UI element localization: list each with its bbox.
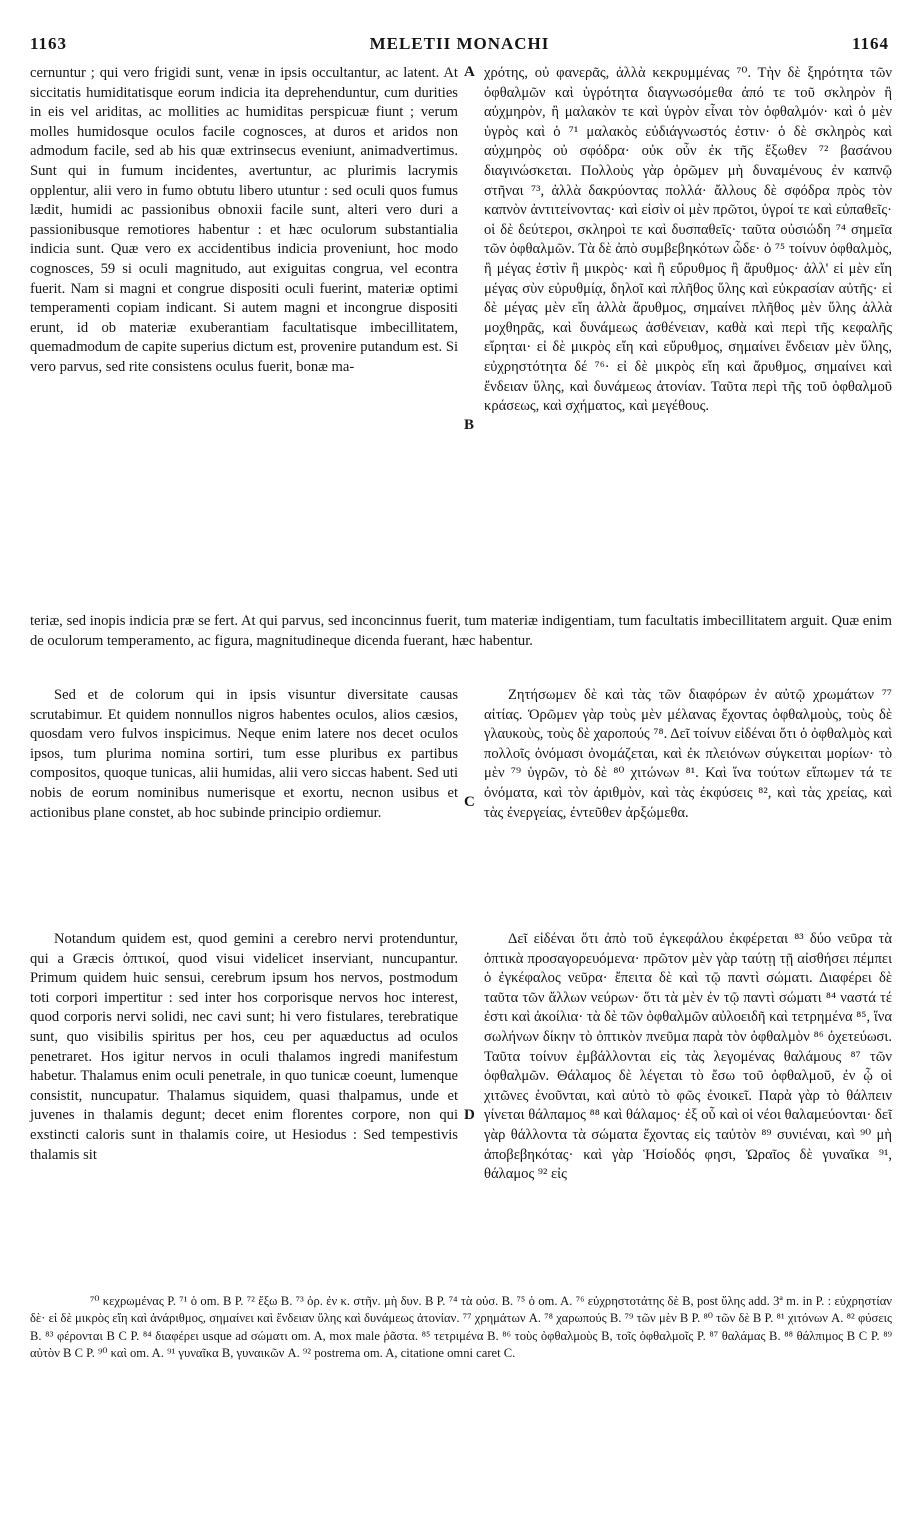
latin-full-width-continuation	[30, 612, 892, 651]
footnotes	[30, 1293, 892, 1363]
latin-paragraph: Notandum quidem est, quod gemini a cerebro nervi protenduntur, qui a Græcis ὀπτικοί, quod visui videlicet inserviant, nuncupantur. Primum quidem huic sensui, cerebrum ipsum hos nervos, postmodum toti corpori impertitur : sed inter hos corporisque nervos hoc interest, quod corporis nervi solidi, nec cavi sunt; hi vero fistulares, terebratique sunt, quo visibilis spiritus per hos, ceu per aquæductus ad oculos penetraret. Hos igitur nervos in oculi thalamos ingredi manifestum habetur. Thalamus enim oculi penetrale, in quo tunicæ coeunt, lumenque consistit, nuncupatur. Thalamus siquidem, quasi thalpamus, unde et juvenes in thalamis degunt; decet enim florentes corpore, non qui exstincti caloris sunt in thalamis coire, ut Hesiodus : Sed tempestivis thalamis sit	[30, 931, 458, 1163]
section-marker-d: D	[464, 1107, 475, 1123]
greek-paragraph: Ζητήσωμεν δὲ καὶ τὰς τῶν διαφόρων ἐν αὐτῷ χρωμάτων ⁷⁷ αἰτίας. Ὁρῶμεν γὰρ τοὺς μὲν μέλανας ἔχοντας ὀφθαλμοὺς, τοὺς δὲ γλαυκοὺς, τοὺς δὲ χαροπούς ⁷⁸. Δεῖ τοίνυν εἰδέναι ὅτι ὁ ὀφθαλμὸς καὶ πολλοῖς ὀνόμασι ὀνομάζεται, καὶ ἐκ πλειόνων σύγκειται μορίων· τὸ μὲν ⁷⁹ ὑγρῶν, τὸ δὲ ⁸⁰ χιτώνων ⁸¹. Καὶ ἵνα τούτων εἴπωμεν τά τε ὀνόματα, καὶ τὸν ἀριθμὸν, καὶ τὰς ἐκφύσεις ⁸², καὶ τὰς χρείας, καὶ τὰς ἐνεργείας, ἐντεῦθεν ἀρξώμεθα.	[484, 687, 892, 821]
section-marker-b: B	[464, 417, 475, 433]
latin-paragraph: Sed et de colorum qui in ipsis visuntur diversitate causas scrutabimur. Et quidem nonnullos nigros habentes oculos, alios cæsios, quosdam vero fulvos inspicimus. Neque enim latere nos decet oculos ipsos, tum plurima nomina sortiri, tum esse pluribus ex partibus compositos, quoque tunicas, alii humidas, alii vero siccas habent. Sed uti nobis de eorum nominibus numerisque et exortu, necnon usibus et actionibus plane constet, ab hoc subinde principio ordiemur.	[30, 687, 458, 821]
greek-paragraph: Δεῖ εἰδέναι ὅτι ἀπὸ τοῦ ἐγκεφάλου ἐκφέρεται ⁸³ δύο νεῦρα τὰ ὀπτικὰ προσαγορευόμενα· πρῶτον μὲν γὰρ ταύτῃ τῇ αἰσθήσει πέμπει ὁ ἐγκέφαλος νεῦρα· ἔπειτα δὲ καὶ τῷ παντὶ σώματι. Διαφέρει δὲ ταῦτα τῶν ἄλλων νεύρων· ὅτι τὰ μὲν ἐν τῷ παντὶ σώματι ⁸⁴ ναστά τέ ἐστι καὶ ἀκοίλια· τὰ δὲ τῶν ὀφθαλμῶν αὐλοειδῆ καὶ τετρημένα ⁸⁵, ἵνα σωλήνων δίκην τὸ ὀπτικὸν πνεῦμα παρὰ τὸν ὀφθαλμὸν ⁸⁶ ὀχετεύωσι. Ταῦτα τοίνυν ἐμβάλλονται εἰς τὰς λεγομένας θαλάμους ⁸⁷ τῶν ὀφθαλμῶν. Θάλαμος δὲ λέγεται τὸ ἔσω τοῦ ὀφθαλμοῦ, ἐν ᾧ οἱ χιτῶνες ἑνοῦνται, καὶ αὐτὸ τὸ φῶς ἐνοικεῖ. Παρὰ γὰρ τὸ θάλπειν γίνεται θάλπαμος ⁸⁸ καὶ θάλαμος· ἐξ οὗ καὶ οἱ νέοι θαλαμεύονται· δεῖ γὰρ θάλλοντα τὰ σώματα ἔχοντας εἰς ταὐτὸν ⁸⁹ συνιέναι, καὶ ⁹⁰ μὴ ἀποβεβηκότας· καὶ γὰρ Ἡσίοδός φησι, Ὡραῖος δὲ γυναῖκα ⁹¹, θάλαμος ⁹² εἰς	[484, 931, 892, 1183]
latin-paragraph: teriæ, sed inopis indicia præ se fert. At qui parvus, sed inconcinnus fuerit, tum materiæ indigentiam, tum facultatis imbecillitatem arguit. Quæ enim de oculorum temperamento, ac figura, magnitudineque dicenda fuerant, hæc habentur.	[30, 613, 892, 649]
greek-column-section-3	[484, 930, 892, 1185]
latin-column-section-3	[30, 930, 458, 1165]
section-marker-a: A	[464, 64, 475, 80]
page-header	[30, 34, 889, 62]
latin-column-section-1	[30, 64, 458, 378]
greek-column-section-2	[484, 686, 892, 823]
greek-paragraph: χρότης, οὐ φανερᾶς, ἀλλὰ κεκρυμμένας ⁷⁰. Τὴν δὲ ξηρότητα τῶν ὀφθαλμῶν καὶ ὑγρότητα διαγνωσόμεθα ἀπό τε τοῦ σκληρὸν ἢ αὐχμηρὸν, ἢ μαλακὸν τε καὶ ὑγρὸν εἶναι τὸν ὀφθαλμόν· καὶ ὁ μὲν ὑγρὸς καὶ ὁ ⁷¹ μαλακὸς εὐδιάγνωστός ἐστιν· ὁ δὲ σκληρὸς καὶ αὐχμηρὸς οὐ σφόδρα· οὐκ οὖν ἐκ τῆς ἔξωθεν ⁷² βασάνου διαγινώσκεται. Πολλοὺς γὰρ ὁρῶμεν μὴ δυναμένους ἐν καπνῷ στῆναι ⁷³, ἀλλὰ δακρύοντας πολλά· ἄλλους δὲ σφόδρα πρὸς τὸν καπνὸν ἀντιτείνοντας· καὶ εἰσὶν οἱ μὲν πρῶτοι, ὑγροί τε καὶ εὐπαθεῖς· οἱ δὲ δεύτεροι, σκληροὶ τε καὶ δυσπαθεῖς· ταῦτα οὐσιώδη ⁷⁴ σημεῖα τῶν ὀφθαλμῶν. Τὰ δὲ ἀπὸ συμβεβηκότων ὧδε· ὁ ⁷⁵ τοίνυν ὀφθαλμὸς, ἢ μέγας ἐστὶν ἢ μικρὸς· καὶ ἢ εὔρυθμος ἢ ἄρυθμος· ἀλλ' εἰ μὲν εἴη μέγας σὺν εὐρυθμίᾳ, δηλοῖ καὶ πλῆθος ὕλης καὶ εὐκρασίαν αὐτῆς· εἰ δὲ μέγας μὲν εἴη ἀλλὰ ἄρυθμος, σημαίνει πλῆθος μὲν ὕλης ἀλλὰ μοχθηρᾶς, καὶ δυνάμεως ἀσθένειαν, καθὰ καὶ περὶ τῆς κεφαλῆς εἴρηται· εἰ δὲ μικρὸς εἴη καὶ εὔρυθμος, σημαίνει ἔνδειαν μὲν ὕλης, εὐχρηστότητα δέ ⁷⁶· εἰ δὲ μικρὸς εἴη καὶ ἄρυθμος, σημαίνει καὶ ἔνδειαν ὕλης, καὶ δυνάμεως ἀτονίαν. Ταῦτα περὶ τῆς τοῦ ὀφθαλμοῦ κράσεως, καὶ σχήματος, καὶ μεγέθους.	[484, 65, 892, 415]
greek-column-section-1	[484, 64, 892, 417]
section-marker-c: C	[464, 794, 475, 810]
left-page-number: 1163	[30, 34, 68, 53]
right-page-number: 1164	[851, 34, 889, 53]
latin-column-section-2	[30, 686, 458, 823]
latin-paragraph: cernuntur ; qui vero frigidi sunt, venæ in ipsis occultantur, ac latent. At siccitatis humiditatisque eorum indicia ita deprehenduntur, cum durities in eis vel ariditas, ac mollities ac humiditas perspicuæ fiunt ; verum molles humidosque oculos facile cognosces, at duros et aridos non admodum facile, sed ab his quæ extrinsecus eveniunt, animadvertimus. Sunt qui in fumum incidentes, avertuntur, ac plurimis lacrymis opplentur, alii vero in fumo obtutu libero utuntur : sed oculi quos fumus lædit, humidi ac passionibus obnoxii facile sunt, alteri vero duri a passionibusque remotiores habentur : et hæc oculorum substantialia indicia sunt. Quæ vero ex accidentibus indicia proveniunt, hoc modo cognosces, 59 si oculi magnitudo, aut exiguitas congrua, vel econtra fuerit. Nam si magni et congrue dispositi oculi fuerint, materiæ optimi temperamenti copiam indicant. Si autem magni et incongrue dispositi erunt, id ob materiæ exuberantiam facultatisque imbecillitatem, quemadmodum de capite superius dictum est, provenire putandum est. Si vero parvus, sed rite consistens oculus fuerit, bonæ ma-	[30, 65, 458, 375]
running-title: MELETII MONACHI	[369, 34, 550, 53]
footnotes-text: ⁷⁰ κεχρωμένας P. ⁷¹ ὁ om. B P. ⁷² ἔξω B. ⁷³ ὁρ. ἐν κ. στῆν. μὴ δυν. B P. ⁷⁴ τὰ οὐσ. B. ⁷⁵ ὁ om. A. ⁷⁶ εὐχρηστοτάτης δὲ B, post ὕλης add. 3ª m. in P. : εὐχρηστίαν δὲ· εἰ δὲ μικρὸς εἴη καὶ ἀνάριθμος, σημαίνει καὶ ἔνδειαν ὕλης καὶ δυνάμεως ἀτονίαν. ⁷⁷ χρημάτων A. ⁷⁸ χαρωπούς B. ⁷⁹ τῶν μὲν B P. ⁸⁰ τῶν δὲ B P. ⁸¹ χιτόνων A. ⁸² φύσεις B. ⁸³ φέρονται B C P. ⁸⁴ διαφέρει usque ad σώματι om. A, mox male ῥᾶστα. ⁸⁵ τετριμένα B. ⁸⁶ τοὺς ὀφθαλμοὺς B, τοῖς ὀφθαλμοῖς P. ⁸⁷ θαλάμας B. ⁸⁸ θάλπιμος B C P. ⁸⁹ αὐτὸν B C P. ⁹⁰ καὶ om. A. ⁹¹ γυναῖκα B, γυναικῶν A. ⁹² postrema om. A, citatione omni caret C.	[30, 1294, 892, 1361]
